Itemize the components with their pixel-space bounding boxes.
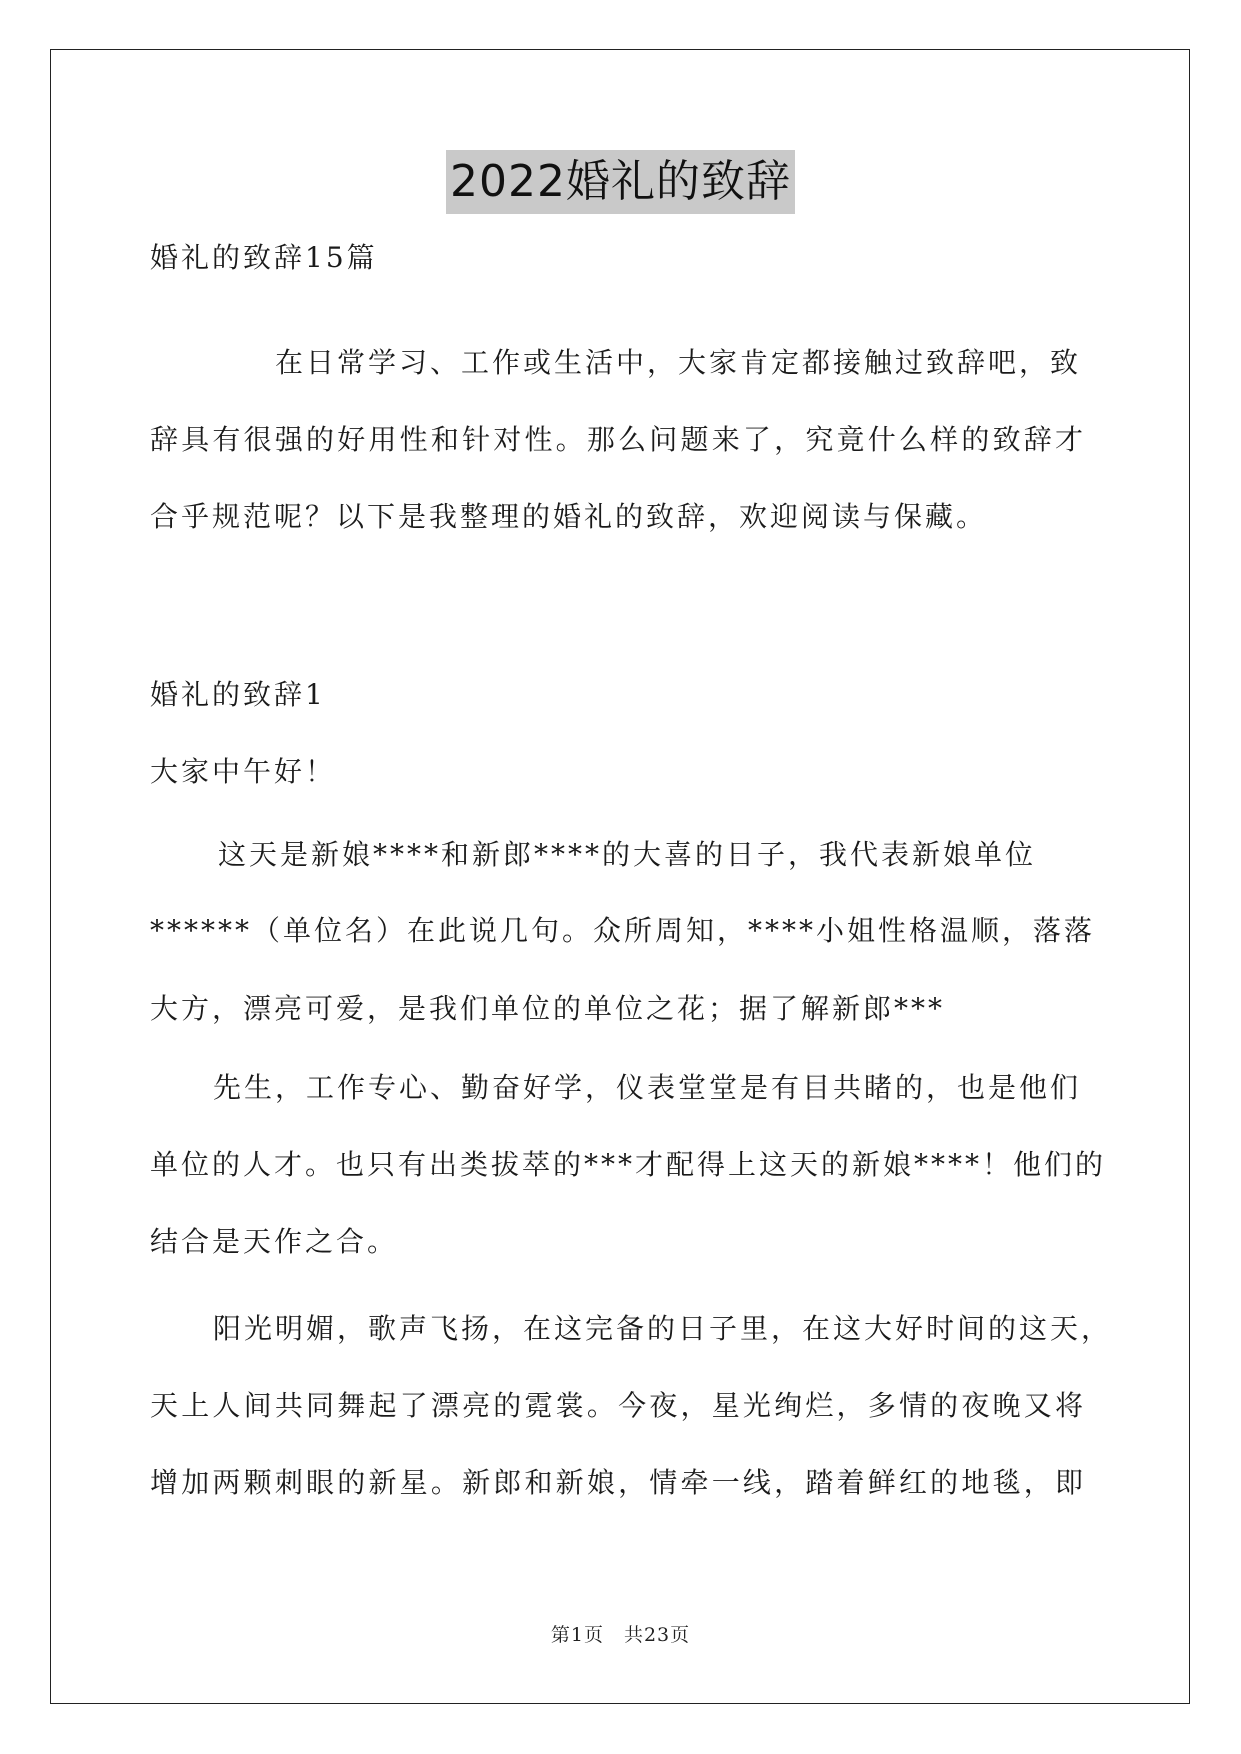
body-line-8: 天上人间共同舞起了漂亮的霓裳。今夜，星光绚烂，多情的夜晚又将 — [150, 1389, 1086, 1422]
body-line-6: 结合是天作之合。 — [150, 1225, 399, 1258]
section-heading: 婚礼的致辞1 — [150, 678, 326, 711]
body-line-5: 单位的人才。也只有出类拔萃的***才配得上这天的新娘****！他们的 — [150, 1148, 1107, 1181]
subtitle: 婚礼的致辞15篇 — [150, 241, 378, 274]
body-line-3: 大方，漂亮可爱，是我们单位的单位之花；据了解新郎*** — [150, 992, 946, 1025]
body-line-1: 这天是新娘****和新郎****的大喜的日子，我代表新娘单位 — [218, 838, 1037, 871]
page-footer: 第1页 共23页 — [550, 1624, 691, 1646]
document-title: 2022婚礼的致辞 — [446, 150, 795, 214]
body-line-9: 增加两颗刺眼的新星。新郎和新娘，情牵一线，踏着鲜红的地毯，即 — [150, 1466, 1086, 1499]
body-line-2: ******（单位名）在此说几句。众所周知，****小姐性格温顺，落落 — [150, 914, 1096, 947]
title-container — [0, 150, 1241, 214]
intro-line-1: 在日常学习、工作或生活中，大家肯定都接触过致辞吧，致 — [275, 346, 1082, 379]
page-border — [50, 49, 1190, 1704]
intro-line-3: 合乎规范呢？以下是我整理的婚礼的致辞，欢迎阅读与保藏。 — [150, 500, 988, 533]
greeting: 大家中午好！ — [150, 755, 337, 788]
intro-line-2: 辞具有很强的好用性和针对性。那么问题来了，究竟什么样的致辞才 — [150, 423, 1086, 456]
body-line-7: 阳光明媚，歌声飞扬，在这完备的日子里，在这大好时间的这天， — [213, 1312, 1113, 1345]
body-line-4: 先生，工作专心、勤奋好学，仪表堂堂是有目共睹的，也是他们 — [213, 1071, 1082, 1104]
